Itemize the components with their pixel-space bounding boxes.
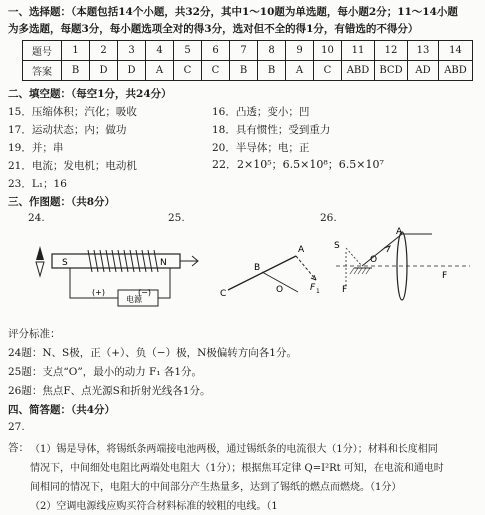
grading-25: 25题：支点“O”，最小的动力 F₁ 各1分。 xyxy=(8,366,203,378)
table-cell: 7 xyxy=(230,41,258,61)
grading-title: 评分标准： xyxy=(8,328,61,340)
table-cell: AD xyxy=(408,61,439,81)
table-cell: 3 xyxy=(118,41,146,61)
fill-item-23: 23．L₁；16 xyxy=(8,178,67,190)
table-cell: B xyxy=(230,61,258,81)
figure-26-lens xyxy=(332,226,472,309)
force-line xyxy=(296,256,316,280)
table-cell: BCD xyxy=(375,61,408,81)
focus-f2-label: F xyxy=(442,271,448,281)
table-cell: A xyxy=(146,61,174,81)
table-cell: C xyxy=(314,61,342,81)
row-label-number: 题号 xyxy=(23,41,62,61)
force-f1-label: F xyxy=(310,283,316,293)
figure-24-electromagnet xyxy=(30,232,200,315)
table-cell: 13 xyxy=(408,41,439,61)
point-a-label: A xyxy=(298,245,305,255)
force-f1-subscript: 1 xyxy=(316,288,320,295)
table-cell: 12 xyxy=(375,41,408,61)
section4-heading: 四、简答题：（共4分） xyxy=(8,404,116,416)
positive-label: (+) xyxy=(92,288,105,297)
table-cell: 10 xyxy=(314,41,342,61)
negative-label: (−) xyxy=(138,288,151,297)
compass-needle-bottom xyxy=(36,262,44,276)
question-24-label: 24. xyxy=(28,212,45,224)
point-b-label: B xyxy=(254,263,261,273)
fill-item-21: 21．电流；发电机；电动机 xyxy=(8,160,137,172)
focus-f-label: F xyxy=(342,285,348,295)
table-cell: ABD xyxy=(439,61,473,81)
point-a-label-26: A xyxy=(396,227,403,237)
table-cell: A xyxy=(286,61,314,81)
pole-n-label: N xyxy=(160,258,167,268)
power-label: 电源 xyxy=(126,295,142,304)
answer-prefix: 答： xyxy=(8,442,29,454)
fill-item-18: 18．具有惯性；受到重力 xyxy=(212,124,331,136)
table-cell: 1 xyxy=(62,41,90,61)
table-row-numbers xyxy=(23,41,473,61)
table-cell: 4 xyxy=(146,41,174,61)
table-cell: 6 xyxy=(202,41,230,61)
fill-item-19: 19．并；串 xyxy=(8,142,64,154)
fill-item-15: 15．压缩体积；汽化；吸收 xyxy=(8,106,137,118)
table-row-answers xyxy=(23,61,473,81)
point-o-label: O xyxy=(276,285,284,295)
question-26-label: 26. xyxy=(320,212,337,224)
grading-26: 26题：焦点F、点光源S和折射光线各1分。 xyxy=(8,385,211,397)
table-cell: D xyxy=(90,61,118,81)
answer-table xyxy=(22,40,473,81)
answer-1-line-3: 间相同的情况下，电阻大的中间部分产生热量多，达到了锡纸的燃点而燃烧。（1分） xyxy=(30,482,402,493)
section1-heading: 一、选择题：（本题包括14个小题，共32分，其中1～10题为单选题，每小题2分；11～14小题 xyxy=(8,6,458,18)
table-cell: C xyxy=(174,61,202,81)
fill-item-22: 22．2×10⁵；6.5×10⁸；6.5×10⁷ xyxy=(212,158,384,171)
table-cell: ABD xyxy=(342,61,375,81)
row-label-answer: 答案 xyxy=(23,61,62,81)
table-cell: B xyxy=(258,61,286,81)
pole-s-label: S xyxy=(62,258,68,268)
table-cell: B xyxy=(62,61,90,81)
fill-item-16: 16．凸透；变小；凹 xyxy=(212,106,310,118)
point-o-label-26: O xyxy=(370,255,378,265)
compass-needle-top xyxy=(36,246,44,260)
light-ray xyxy=(362,234,402,266)
table-cell: 2 xyxy=(90,41,118,61)
table-cell: C xyxy=(202,61,230,81)
table-cell: 8 xyxy=(258,41,286,61)
answer-1-line-1: （1）锡是导体，将锡纸条两端接电池两极，通过锡纸条的电流很大（1分）；材料和长度相同 xyxy=(30,444,438,455)
table-cell: 5 xyxy=(174,41,202,61)
question-25-label: 25. xyxy=(168,212,185,224)
table-cell: 14 xyxy=(439,41,473,61)
coil-windings xyxy=(88,250,158,272)
fill-item-20: 20．半导体；电；正 xyxy=(212,142,310,154)
table-cell: 11 xyxy=(342,41,375,61)
figure-25-lever xyxy=(218,238,328,311)
mirror-hatch xyxy=(350,268,370,274)
source-s-label: S xyxy=(334,241,340,251)
fill-item-17: 17．运动状态；内；做功 xyxy=(8,124,127,136)
arrow-icon xyxy=(180,256,198,266)
point-c-label: C xyxy=(220,289,227,299)
ray-arrow-icon xyxy=(384,246,390,252)
grading-24: 24题：N、S极，正（+）、负（−）极，N极偏转方向各1分。 xyxy=(8,347,297,359)
section2-heading: 二、填空题：（每空1分，共24分） xyxy=(8,88,172,100)
question-27-label: 27. xyxy=(8,421,25,433)
answer-1-line-2: 情况下，中间细处电阻比两端处电阻大（1分）；根据焦耳定律 Q=I²Rt 可知，在电流和通电时 xyxy=(30,463,444,474)
table-cell: D xyxy=(118,61,146,81)
section1-heading-cont: 为多选题，每题3分，每小题选项全对的得3分，选对但不全的得1分，有错选的不得分） xyxy=(8,23,419,35)
table-cell: 9 xyxy=(286,41,314,61)
section3-heading: 三、作图题：（共8分） xyxy=(8,196,116,208)
answer-2-line-1: （2）空调电源线应购买符合材料标准的较粗的电线。（1 xyxy=(30,501,278,512)
